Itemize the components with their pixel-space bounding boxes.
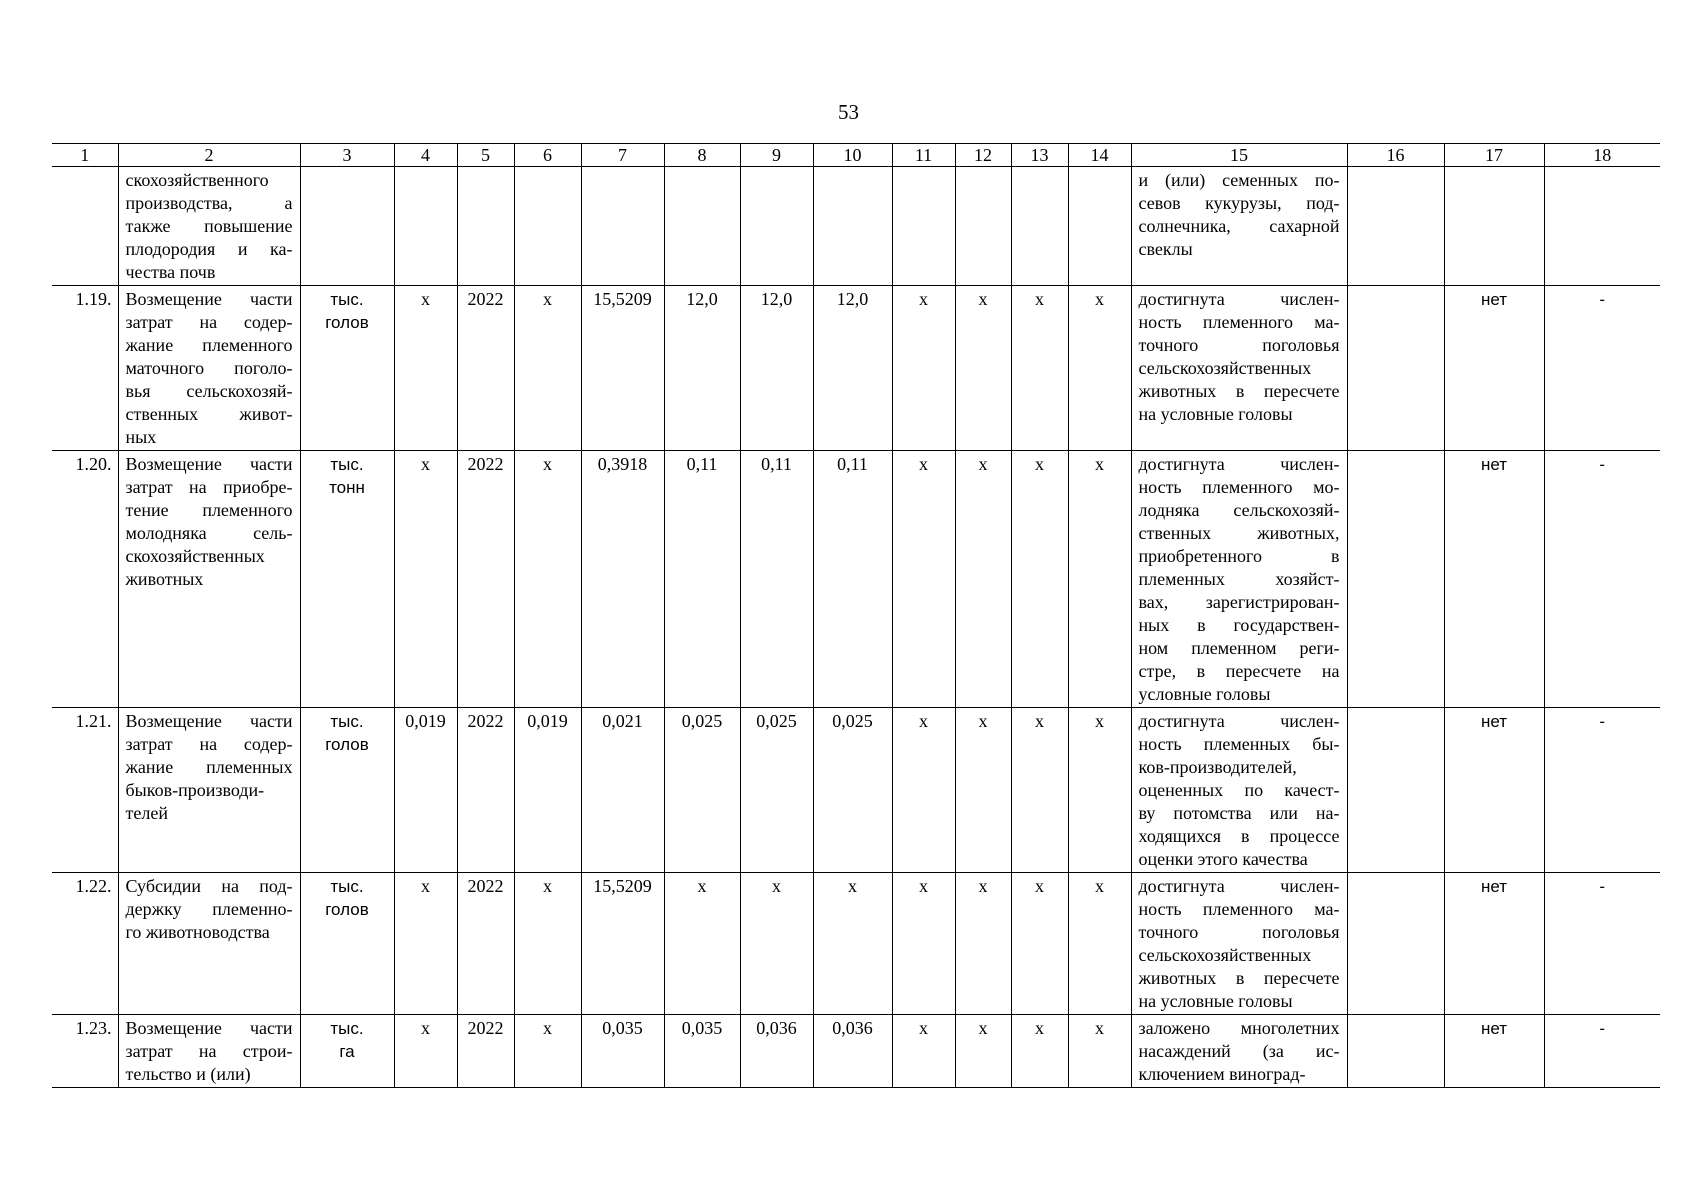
cell-line: сельскохозяйственных bbox=[1138, 945, 1312, 965]
expected-result bbox=[1131, 1015, 1347, 1088]
table-body bbox=[52, 144, 1660, 1088]
row-number: 1.19. bbox=[52, 286, 118, 451]
value-c14: х bbox=[1068, 873, 1131, 1015]
value-c5: 2022 bbox=[457, 286, 514, 451]
value-c16 bbox=[1347, 286, 1444, 451]
value-c12: х bbox=[955, 451, 1011, 708]
cell-line: затрат на содер- bbox=[125, 734, 293, 754]
value-c12: х bbox=[955, 1015, 1011, 1088]
measure-name bbox=[118, 708, 300, 873]
table-row bbox=[52, 167, 1660, 286]
measure-name bbox=[118, 1015, 300, 1088]
value-c11 bbox=[892, 167, 955, 286]
row-number bbox=[52, 167, 118, 286]
value-c7: 0,035 bbox=[581, 1015, 664, 1088]
value-c11: х bbox=[892, 873, 955, 1015]
value-c13 bbox=[1011, 167, 1068, 286]
cell-line: ном племенном реги- bbox=[1138, 638, 1340, 658]
value-c7 bbox=[581, 167, 664, 286]
cell-line: голов bbox=[325, 735, 369, 754]
cell-line: быков-производи- bbox=[125, 780, 265, 800]
cell-line: затрат на приобре- bbox=[125, 477, 293, 497]
value-c10: 12,0 bbox=[813, 286, 892, 451]
unit-of-measure bbox=[300, 167, 394, 286]
cell-line: ность племенных бы- bbox=[1138, 734, 1340, 754]
expected-result bbox=[1131, 167, 1347, 286]
value-c8: 0,035 bbox=[664, 1015, 740, 1088]
value-c16 bbox=[1347, 451, 1444, 708]
cell-line: жание племенных bbox=[125, 757, 293, 777]
column-number-row bbox=[52, 144, 1660, 167]
value-c18: - bbox=[1544, 708, 1660, 873]
column-header-14: 14 bbox=[1068, 144, 1131, 167]
value-c18: - bbox=[1544, 1015, 1660, 1088]
value-c9: 0,025 bbox=[740, 708, 813, 873]
value-c6: х bbox=[514, 451, 581, 708]
cell-line: Возмещение части bbox=[125, 711, 293, 731]
cell-line: тыс. bbox=[330, 712, 364, 731]
cell-line: вах, зарегистрирован- bbox=[1138, 592, 1340, 612]
value-c9: 0,11 bbox=[740, 451, 813, 708]
cell-line: солнечника, сахарной bbox=[1138, 216, 1340, 236]
table-row bbox=[52, 873, 1660, 1015]
cell-line: голов bbox=[325, 900, 369, 919]
column-header-6: 6 bbox=[514, 144, 581, 167]
cell-line: на условные головы bbox=[1138, 991, 1293, 1011]
table-row bbox=[52, 286, 1660, 451]
cell-line: достигнута числен- bbox=[1138, 289, 1340, 309]
column-header-15: 15 bbox=[1131, 144, 1347, 167]
value-c12: х bbox=[955, 286, 1011, 451]
cell-line: голов bbox=[325, 313, 369, 332]
value-c10 bbox=[813, 167, 892, 286]
value-c6: х bbox=[514, 873, 581, 1015]
value-c4 bbox=[394, 167, 457, 286]
column-header-10: 10 bbox=[813, 144, 892, 167]
value-c14: х bbox=[1068, 286, 1131, 451]
program-indicators-table bbox=[52, 143, 1660, 1088]
measure-name bbox=[118, 286, 300, 451]
row-number: 1.21. bbox=[52, 708, 118, 873]
cell-line: и (или) семенных по- bbox=[1138, 170, 1340, 190]
table-row bbox=[52, 708, 1660, 873]
value-c17: нет bbox=[1444, 1015, 1544, 1088]
value-c8 bbox=[664, 167, 740, 286]
value-c11: х bbox=[892, 708, 955, 873]
value-c11: х bbox=[892, 1015, 955, 1088]
cell-line: плодородия и ка- bbox=[125, 239, 293, 259]
cell-line: затрат на строи- bbox=[125, 1041, 293, 1061]
value-c10: 0,11 bbox=[813, 451, 892, 708]
value-c4: х bbox=[394, 873, 457, 1015]
cell-line: животных в пересчете bbox=[1138, 381, 1340, 401]
cell-line: телей bbox=[125, 803, 168, 823]
row-number: 1.23. bbox=[52, 1015, 118, 1088]
cell-line: ходящихся в процессе bbox=[1138, 826, 1340, 846]
value-c8: х bbox=[664, 873, 740, 1015]
cell-line: достигнута числен- bbox=[1138, 876, 1340, 896]
column-header-13: 13 bbox=[1011, 144, 1068, 167]
cell-line: молодняка сель- bbox=[125, 523, 293, 543]
column-header-5: 5 bbox=[457, 144, 514, 167]
row-number: 1.22. bbox=[52, 873, 118, 1015]
column-header-16: 16 bbox=[1347, 144, 1444, 167]
value-c10: 0,036 bbox=[813, 1015, 892, 1088]
value-c18: - bbox=[1544, 873, 1660, 1015]
measure-name bbox=[118, 451, 300, 708]
value-c14 bbox=[1068, 167, 1131, 286]
cell-line: животных bbox=[125, 569, 204, 589]
cell-line: вья сельскохозяй- bbox=[125, 381, 293, 401]
column-header-1: 1 bbox=[52, 144, 118, 167]
cell-line: достигнута числен- bbox=[1138, 711, 1340, 731]
value-c16 bbox=[1347, 167, 1444, 286]
value-c17: нет bbox=[1444, 873, 1544, 1015]
cell-line: ность племенного ма- bbox=[1138, 899, 1340, 919]
cell-line: условные головы bbox=[1138, 684, 1271, 704]
row-number: 1.20. bbox=[52, 451, 118, 708]
column-header-18: 18 bbox=[1544, 144, 1660, 167]
table-row bbox=[52, 451, 1660, 708]
cell-line: тонн bbox=[329, 478, 365, 497]
cell-line: затрат на содер- bbox=[125, 312, 293, 332]
cell-line: оцененных по качест- bbox=[1138, 780, 1340, 800]
cell-line: ву потомства или на- bbox=[1138, 803, 1340, 823]
value-c13: х bbox=[1011, 1015, 1068, 1088]
value-c14: х bbox=[1068, 451, 1131, 708]
value-c17: нет bbox=[1444, 286, 1544, 451]
value-c4: х bbox=[394, 1015, 457, 1088]
cell-line: скохозяйственных bbox=[125, 546, 265, 566]
cell-line: Возмещение части bbox=[125, 1018, 293, 1038]
column-header-9: 9 bbox=[740, 144, 813, 167]
cell-line: достигнута числен- bbox=[1138, 454, 1340, 474]
cell-line: также повышение bbox=[125, 216, 293, 236]
value-c10: х bbox=[813, 873, 892, 1015]
cell-line: ключением виноград- bbox=[1138, 1064, 1306, 1084]
value-c6: х bbox=[514, 286, 581, 451]
value-c8: 0,025 bbox=[664, 708, 740, 873]
cell-line: тельство и (или) bbox=[125, 1064, 251, 1084]
value-c4: х bbox=[394, 286, 457, 451]
value-c9: х bbox=[740, 873, 813, 1015]
column-header-3: 3 bbox=[300, 144, 394, 167]
value-c5: 2022 bbox=[457, 451, 514, 708]
cell-line: на условные головы bbox=[1138, 404, 1293, 424]
value-c18: - bbox=[1544, 286, 1660, 451]
unit-of-measure bbox=[300, 451, 394, 708]
value-c13: х bbox=[1011, 873, 1068, 1015]
cell-line: чества почв bbox=[125, 262, 216, 282]
value-c6: 0,019 bbox=[514, 708, 581, 873]
value-c13: х bbox=[1011, 286, 1068, 451]
value-c12: х bbox=[955, 873, 1011, 1015]
value-c9: 12,0 bbox=[740, 286, 813, 451]
expected-result bbox=[1131, 873, 1347, 1015]
unit-of-measure bbox=[300, 708, 394, 873]
value-c7: 0,3918 bbox=[581, 451, 664, 708]
cell-line: сельскохозяйственных bbox=[1138, 358, 1312, 378]
cell-line: свеклы bbox=[1138, 239, 1193, 259]
unit-of-measure bbox=[300, 286, 394, 451]
cell-line: племенных хозяйст- bbox=[1138, 569, 1340, 589]
expected-result bbox=[1131, 708, 1347, 873]
value-c5 bbox=[457, 167, 514, 286]
value-c13: х bbox=[1011, 451, 1068, 708]
value-c7: 15,5209 bbox=[581, 873, 664, 1015]
cell-line: Возмещение части bbox=[125, 289, 293, 309]
unit-of-measure bbox=[300, 873, 394, 1015]
unit-of-measure bbox=[300, 1015, 394, 1088]
value-c10: 0,025 bbox=[813, 708, 892, 873]
expected-result bbox=[1131, 286, 1347, 451]
value-c18: - bbox=[1544, 451, 1660, 708]
cell-line: ность племенного ма- bbox=[1138, 312, 1340, 332]
value-c6 bbox=[514, 167, 581, 286]
value-c8: 12,0 bbox=[664, 286, 740, 451]
cell-line: Субсидии на под- bbox=[125, 876, 293, 896]
value-c12: х bbox=[955, 708, 1011, 873]
value-c9: 0,036 bbox=[740, 1015, 813, 1088]
value-c13: х bbox=[1011, 708, 1068, 873]
cell-line: держку племенно- bbox=[125, 899, 293, 919]
value-c4: 0,019 bbox=[394, 708, 457, 873]
cell-line: Возмещение части bbox=[125, 454, 293, 474]
value-c18 bbox=[1544, 167, 1660, 286]
measure-name bbox=[118, 873, 300, 1015]
value-c4: х bbox=[394, 451, 457, 708]
cell-line: го животноводства bbox=[125, 922, 270, 942]
column-header-11: 11 bbox=[892, 144, 955, 167]
expected-result bbox=[1131, 451, 1347, 708]
cell-line: оценки этого качества bbox=[1138, 849, 1308, 869]
cell-line: стре, в пересчете на bbox=[1138, 661, 1340, 681]
cell-line: точного поголовья bbox=[1138, 335, 1340, 355]
value-c11: х bbox=[892, 451, 955, 708]
value-c5: 2022 bbox=[457, 708, 514, 873]
value-c5: 2022 bbox=[457, 873, 514, 1015]
cell-line: заложено многолетних bbox=[1138, 1018, 1340, 1038]
value-c17: нет bbox=[1444, 451, 1544, 708]
column-header-2: 2 bbox=[118, 144, 300, 167]
value-c17 bbox=[1444, 167, 1544, 286]
cell-line: маточного поголо- bbox=[125, 358, 293, 378]
value-c7: 15,5209 bbox=[581, 286, 664, 451]
table-row bbox=[52, 1015, 1660, 1088]
cell-line: насаждений (за ис- bbox=[1138, 1041, 1340, 1061]
value-c5: 2022 bbox=[457, 1015, 514, 1088]
value-c11: х bbox=[892, 286, 955, 451]
value-c7: 0,021 bbox=[581, 708, 664, 873]
cell-line: ных в государствен- bbox=[1138, 615, 1340, 635]
column-header-12: 12 bbox=[955, 144, 1011, 167]
cell-line: ность племенного мо- bbox=[1138, 477, 1340, 497]
cell-line: га bbox=[339, 1042, 355, 1061]
column-header-8: 8 bbox=[664, 144, 740, 167]
value-c8: 0,11 bbox=[664, 451, 740, 708]
cell-line: скохозяйственного bbox=[125, 170, 269, 190]
cell-line: тыс. bbox=[330, 877, 364, 896]
value-c9 bbox=[740, 167, 813, 286]
value-c16 bbox=[1347, 708, 1444, 873]
cell-line: лодняка сельскохозяй- bbox=[1138, 500, 1340, 520]
cell-line: приобретенного в bbox=[1138, 546, 1340, 566]
cell-line: ственных животных, bbox=[1138, 523, 1340, 543]
cell-line: тение племенного bbox=[125, 500, 293, 520]
cell-line: тыс. bbox=[330, 290, 364, 309]
cell-line: точного поголовья bbox=[1138, 922, 1340, 942]
column-header-7: 7 bbox=[581, 144, 664, 167]
value-c17: нет bbox=[1444, 708, 1544, 873]
cell-line: ственных живот- bbox=[125, 404, 293, 424]
column-header-4: 4 bbox=[394, 144, 457, 167]
cell-line: севов кукурузы, под- bbox=[1138, 193, 1340, 213]
cell-line: ных bbox=[125, 427, 157, 447]
value-c14: х bbox=[1068, 1015, 1131, 1088]
cell-line: ков-производителей, bbox=[1138, 757, 1297, 777]
value-c14: х bbox=[1068, 708, 1131, 873]
cell-line: тыс. bbox=[330, 455, 364, 474]
value-c6: х bbox=[514, 1015, 581, 1088]
value-c16 bbox=[1347, 1015, 1444, 1088]
page-number: 53 bbox=[838, 100, 859, 124]
cell-line: тыс. bbox=[330, 1019, 364, 1038]
cell-line: производства, а bbox=[125, 193, 293, 213]
cell-line: животных в пересчете bbox=[1138, 968, 1340, 988]
measure-name bbox=[118, 167, 300, 286]
value-c16 bbox=[1347, 873, 1444, 1015]
cell-line: жание племенного bbox=[125, 335, 293, 355]
value-c12 bbox=[955, 167, 1011, 286]
column-header-17: 17 bbox=[1444, 144, 1544, 167]
